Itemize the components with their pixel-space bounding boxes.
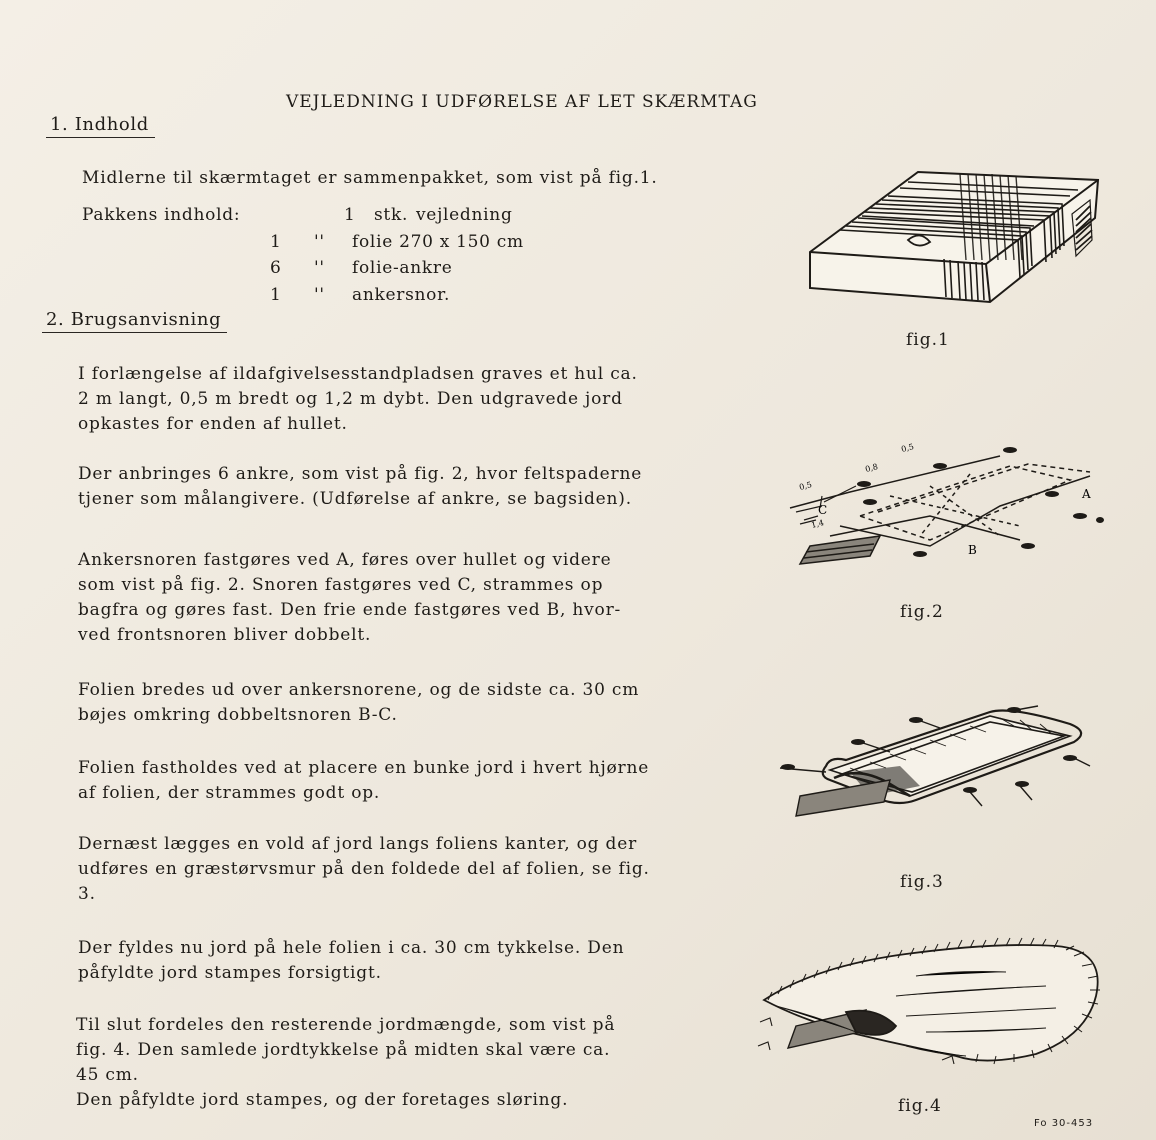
text-line: påfyldte jord stampes forsigtigt. — [78, 963, 382, 983]
paragraph-7 — [78, 936, 758, 986]
fig-1-caption: fig.1 — [906, 330, 950, 350]
text-line: Dernæst lægges en vold af jord langs foliens kanter, og der — [78, 834, 638, 854]
fig-4-caption: fig.4 — [898, 1096, 942, 1116]
text-line: Der fyldes nu jord på hele folien i ca. 30 cm tykkelse. Den — [78, 938, 625, 958]
fig-2-dimension: 0,5 — [900, 442, 915, 454]
text-line: Den påfyldte jord stampes, og der foretages sløring. — [76, 1090, 569, 1110]
contents-unit: stk. — [374, 205, 409, 225]
paragraph-6 — [78, 832, 758, 907]
text-line: I forlængelse af ildafgivelsesstandpladsen graves et hul ca. — [78, 364, 638, 384]
contents-qty: 1 — [270, 231, 282, 252]
text-line: udføres en græstørvsmur på den foldede del af folien, se fig. — [78, 859, 650, 879]
fig-2-anchor-layout-illustration — [770, 436, 1130, 576]
text-line: Ankersnoren fastgøres ved A, føres over hullet og videre — [78, 550, 612, 570]
text-line: bøjes omkring dobbeltsnoren B-C. — [78, 705, 398, 725]
text-line: 45 cm. — [76, 1065, 139, 1085]
intro-text: Midlerne til skærmtaget er sammenpakket, som vist på fig.1. — [82, 168, 658, 188]
contents-row — [82, 202, 524, 229]
fig-2-dimension: 0,5 — [798, 480, 813, 492]
fig-3-foil-illustration — [770, 696, 1110, 826]
text-line: Til slut fordeles den resterende jordmængde, som vist på — [76, 1015, 616, 1035]
package-contents — [82, 202, 524, 308]
fig-2-label-b: B — [968, 543, 977, 557]
section-1-intro — [82, 166, 782, 191]
text-line: Folien fastholdes ved at placere en bunke jord i hvert hjørne — [78, 758, 650, 778]
contents-qty: 1 — [270, 284, 282, 305]
fig-3-caption: fig.3 — [900, 872, 944, 892]
fig-4-earth-cover-illustration — [756, 936, 1126, 1086]
text-line: ved frontsnoren bliver dobbelt. — [78, 625, 372, 645]
section-2-heading: 2. Brugsanvisning — [42, 309, 227, 333]
paragraph-1 — [78, 362, 758, 437]
contents-item: folie 270 x 150 cm — [352, 231, 524, 252]
paragraph-2 — [78, 462, 758, 512]
form-code: Fo 30-453 — [1034, 1118, 1094, 1129]
contents-item: folie-ankre — [352, 258, 453, 278]
text-line: af folien, der strammes godt op. — [78, 783, 381, 803]
text-line: bagfra og gøres fast. Den frie ende fastgøres ved B, hvor- — [78, 600, 622, 620]
text-line: som vist på fig. 2. Snoren fastgøres ved C, strammes op — [78, 575, 604, 595]
paragraph-8 — [76, 1013, 756, 1113]
paragraph-3 — [78, 548, 758, 648]
paragraph-5 — [78, 756, 758, 806]
text-line: opkastes for enden af hullet. — [78, 414, 348, 434]
document-title: VEJLEDNING I UDFØRELSE AF LET SKÆRMTAG — [286, 92, 758, 112]
fig-2-label-c: C — [818, 503, 828, 517]
contents-unit: '' — [314, 231, 325, 252]
contents-qty: 6 — [270, 258, 282, 278]
text-line: 2 m langt, 0,5 m bredt og 1,2 m dybt. Den udgravede jord — [78, 389, 623, 409]
contents-row — [82, 282, 524, 309]
text-line: Der anbringes 6 ankre, som vist på fig. 2, hvor feltspaderne — [78, 464, 643, 484]
fig-2-label-a: A — [1082, 487, 1091, 501]
contents-item: vejledning — [416, 205, 513, 225]
contents-unit: '' — [314, 258, 325, 278]
contents-item: ankersnor. — [352, 284, 451, 305]
fig-2-dimension: 0,8 — [864, 462, 879, 474]
contents-row — [82, 255, 524, 282]
text-line: Folien bredes ud over ankersnorene, og de sidste ca. 30 cm — [78, 680, 640, 700]
contents-label: Pakkens indhold: — [82, 205, 241, 225]
text-line: tjener som målangivere. (Udførelse af ankre, se bagsiden). — [78, 489, 632, 509]
text-line: 3. — [78, 884, 96, 904]
fig-1-package-illustration — [800, 160, 1110, 330]
text-line: fig. 4. Den samlede jordtykkelse på midten skal være ca. — [76, 1040, 611, 1060]
section-1-heading: 1. Indhold — [46, 114, 155, 138]
fig-2-dimension: 1,4 — [810, 518, 825, 530]
contents-qty: 1 — [344, 205, 356, 225]
contents-unit: '' — [314, 284, 325, 305]
paragraph-4 — [78, 678, 758, 728]
contents-row — [82, 229, 524, 256]
fig-2-caption: fig.2 — [900, 602, 944, 622]
